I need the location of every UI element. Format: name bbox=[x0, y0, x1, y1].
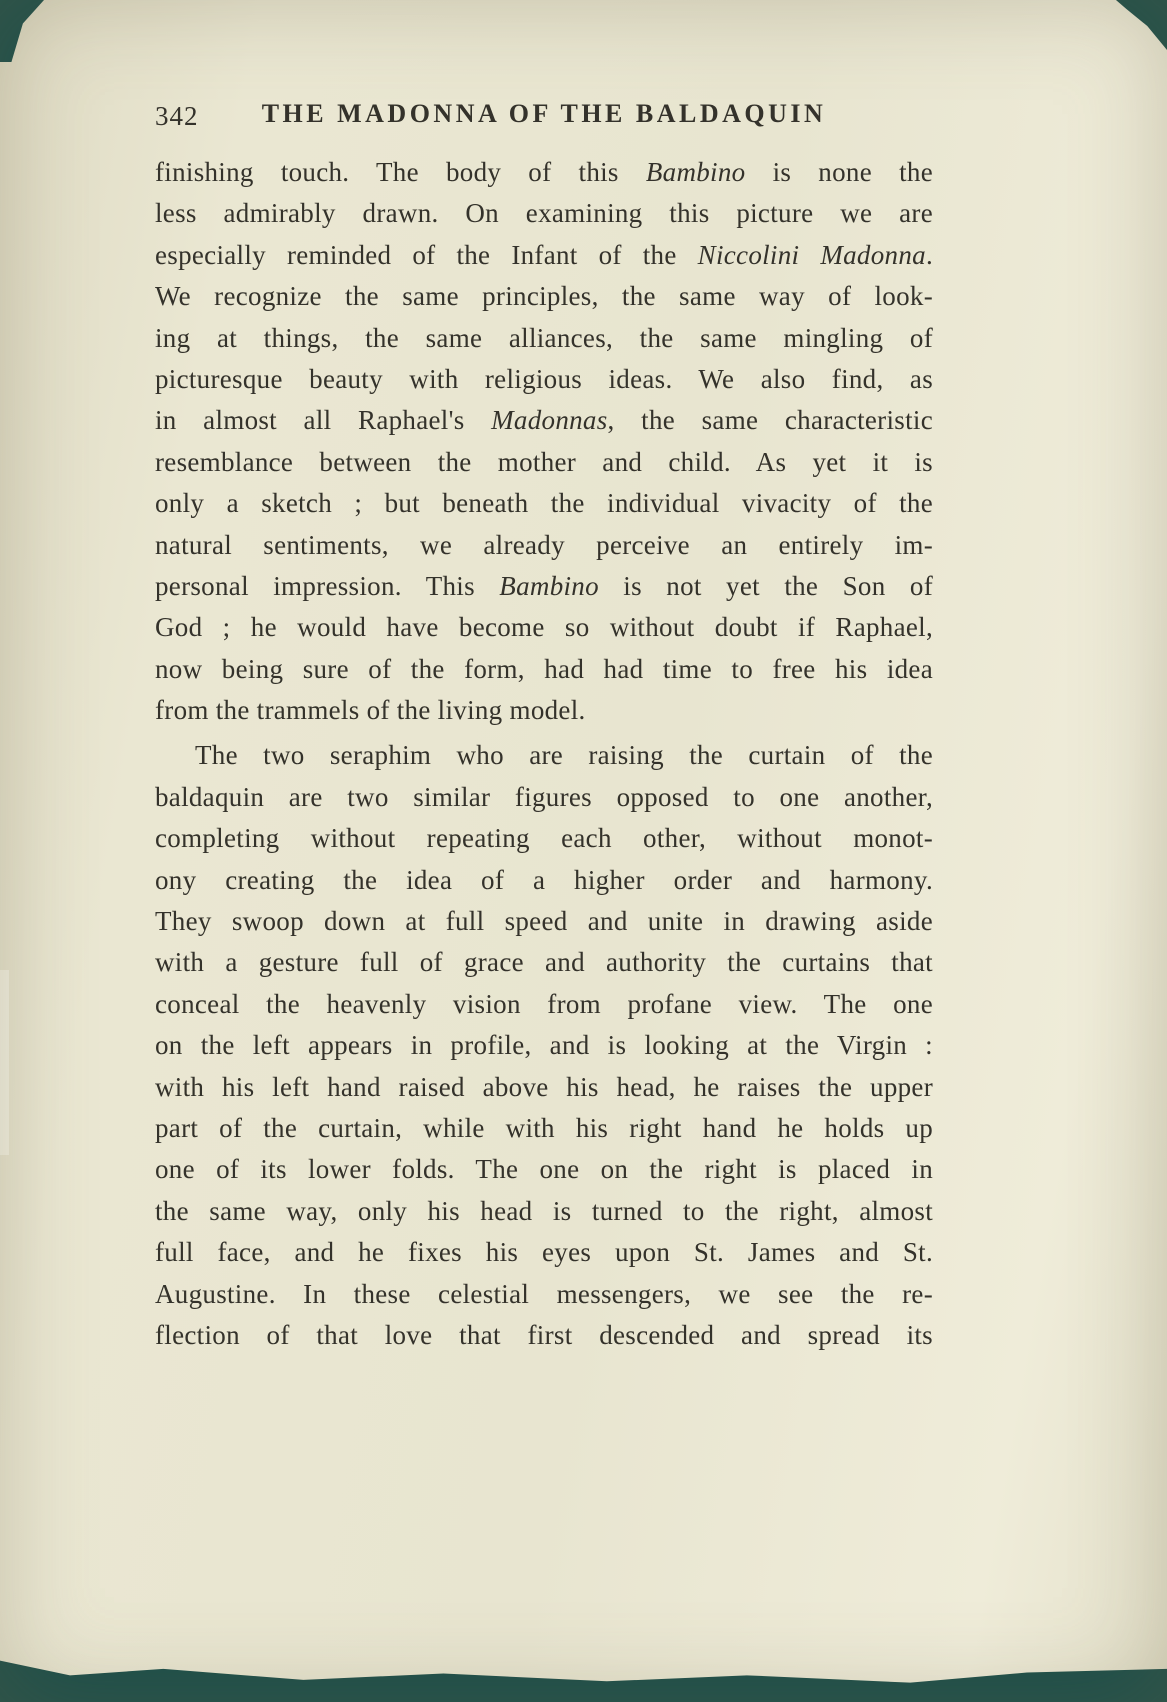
body-text: finishing touch. The body of this bbox=[155, 157, 646, 187]
text-line bbox=[155, 1067, 933, 1108]
body-text: The two seraphim who are raising the curtain of the bbox=[195, 740, 933, 771]
body-text: God ; he would have become so without doubt if Raphael, bbox=[155, 612, 933, 643]
text-line bbox=[155, 193, 933, 234]
text-line bbox=[155, 777, 933, 818]
text-line bbox=[155, 901, 933, 942]
body-text: with his left hand raised above his head, he raises the upper bbox=[155, 1071, 933, 1102]
page-number: 342 bbox=[155, 101, 199, 131]
text-block bbox=[155, 152, 933, 1356]
body-text: conceal the heavenly vision from profane view. The one bbox=[155, 988, 933, 1019]
body-text: from the trammels of the living model. bbox=[155, 695, 586, 726]
body-text: We recognize the same principles, the same way of look- bbox=[155, 281, 933, 312]
text-line bbox=[155, 525, 933, 566]
text-line bbox=[155, 318, 933, 359]
body-text: ony creating the idea of a higher order and harmony. bbox=[155, 864, 933, 895]
italic-text: Madonnas bbox=[491, 405, 608, 436]
body-text: . bbox=[925, 239, 933, 270]
text-line bbox=[155, 984, 933, 1025]
text-line bbox=[155, 1025, 933, 1066]
body-text: ing at things, the same alliances, the same mingling of bbox=[155, 322, 933, 353]
body-text: , the same characteristic bbox=[607, 405, 933, 436]
page-edge-highlight bbox=[0, 970, 9, 1155]
text-line bbox=[155, 1274, 933, 1315]
body-text: with a gesture full of grace and authority the curtains that bbox=[155, 947, 933, 978]
body-text: only a sketch ; but beneath the individual vivacity of the bbox=[155, 488, 933, 519]
italic-text: Bambino bbox=[645, 157, 746, 187]
text-line bbox=[155, 690, 933, 731]
text-line bbox=[155, 483, 933, 524]
text-line bbox=[155, 152, 933, 193]
body-text: completing without repeating each other, without monot- bbox=[155, 823, 933, 854]
text-line bbox=[155, 235, 933, 276]
paragraph bbox=[155, 152, 933, 731]
text-line bbox=[155, 442, 933, 483]
body-text: less admirably drawn. On examining this picture we are bbox=[155, 198, 933, 229]
body-text: is none the bbox=[745, 157, 933, 187]
body-text: one of its lower folds. The one on the right is placed in bbox=[155, 1154, 933, 1185]
scan-artifact-top-left bbox=[0, 0, 44, 62]
body-text: resemblance between the mother and child. As yet it is bbox=[155, 446, 933, 477]
body-text: personal impression. This bbox=[155, 570, 500, 601]
text-line bbox=[155, 818, 933, 859]
text-line bbox=[155, 566, 933, 607]
body-text: natural sentiments, we already perceive an entirely im- bbox=[155, 529, 933, 560]
text-line bbox=[155, 1191, 933, 1232]
body-text: the same way, only his head is turned to the right, almost bbox=[155, 1195, 933, 1226]
paragraph bbox=[155, 735, 933, 1356]
body-text: now being sure of the form, had had time to free his idea bbox=[155, 653, 933, 684]
text-line bbox=[155, 735, 933, 776]
text-line bbox=[155, 276, 933, 317]
text-line bbox=[155, 942, 933, 983]
body-text: full face, and he fixes his eyes upon St. James and St. bbox=[155, 1237, 933, 1268]
scan-artifact-bottom-band bbox=[0, 1656, 1167, 1702]
body-text: Augustine. In these celestial messengers, we see the re- bbox=[155, 1278, 933, 1309]
text-line bbox=[155, 649, 933, 690]
body-text: is not yet the Son of bbox=[598, 570, 933, 601]
text-line bbox=[155, 400, 933, 441]
body-text: picturesque beauty with religious ideas. We also find, as bbox=[155, 363, 933, 394]
body-text: flection of that love that first descended and spread its bbox=[155, 1319, 933, 1350]
italic-text: Niccolini Madonna bbox=[697, 239, 926, 270]
scan-artifact-top-right bbox=[1109, 0, 1167, 50]
text-line bbox=[155, 1315, 933, 1356]
text-line bbox=[155, 1232, 933, 1273]
body-text: on the left appears in profile, and is looking at the Virgin : bbox=[155, 1030, 933, 1061]
text-line bbox=[155, 1108, 933, 1149]
body-text: especially reminded of the Infant of the bbox=[155, 239, 698, 270]
text-line bbox=[155, 1149, 933, 1190]
text-line bbox=[155, 860, 933, 901]
body-text: part of the curtain, while with his right hand he holds up bbox=[155, 1112, 933, 1143]
text-line bbox=[155, 359, 933, 400]
running-title: THE MADONNA OF THE BALDAQUIN bbox=[261, 99, 827, 128]
page-header bbox=[155, 99, 933, 137]
body-text: baldaquin are two similar figures opposed to one another, bbox=[155, 781, 933, 812]
text-line bbox=[155, 607, 933, 648]
body-text: They swoop down at full speed and unite in drawing aside bbox=[155, 906, 933, 937]
italic-text: Bambino bbox=[499, 570, 599, 601]
body-text: in almost all Raphael's bbox=[155, 405, 492, 436]
